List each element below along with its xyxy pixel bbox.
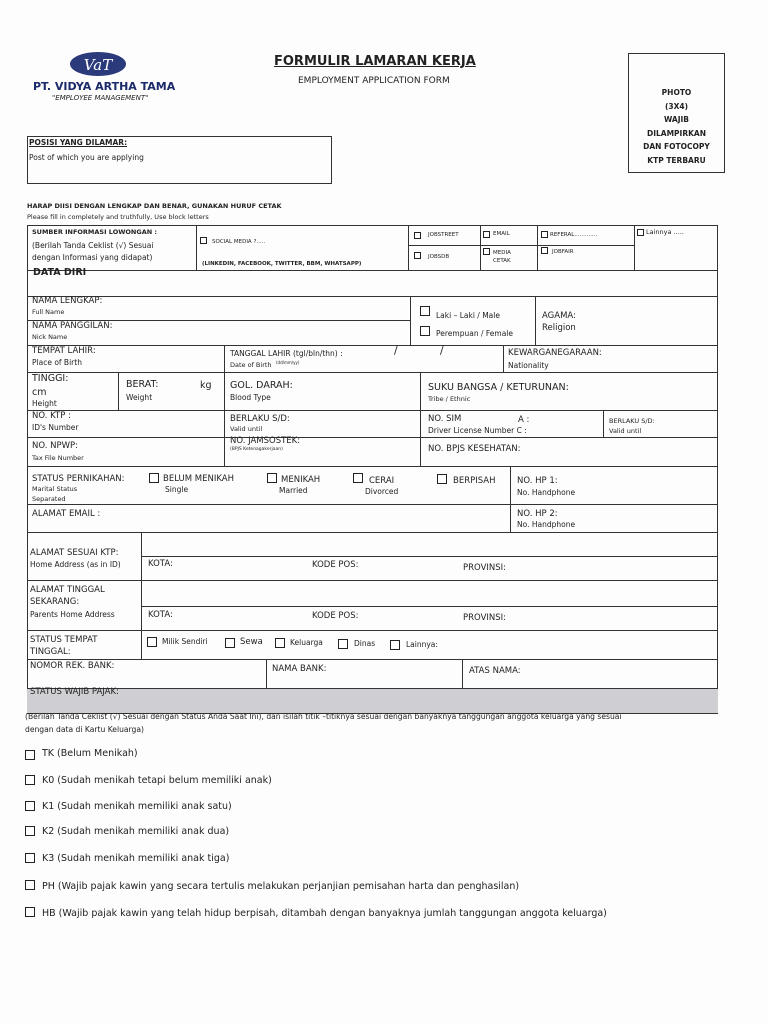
source-hint1: (Berilah Tanda Ceklist (√) Sesuai bbox=[32, 241, 154, 250]
checkbox-hb[interactable] bbox=[25, 907, 35, 917]
suku-label: SUKU BANGSA / KETURUNAN: bbox=[428, 382, 569, 393]
keluarga-label: Keluarga bbox=[290, 638, 323, 647]
female-label: Perempuan / Female bbox=[436, 329, 513, 338]
hp1-sub: No. Handphone bbox=[517, 488, 576, 497]
ids-sub: ID's Number bbox=[32, 423, 79, 432]
valid-sub: Valid until bbox=[230, 425, 263, 433]
kota-label-1: KOTA: bbox=[148, 559, 173, 569]
checkbox-email[interactable] bbox=[483, 231, 490, 238]
jobsdb-label: JOBSDB bbox=[428, 254, 450, 260]
date-slash-2: / bbox=[440, 345, 444, 357]
photo-text bbox=[628, 86, 725, 168]
checkbox-lainnya-tempat[interactable] bbox=[390, 640, 400, 650]
agama-label: AGAMA: bbox=[542, 311, 576, 321]
milik-label: Milik Sendiri bbox=[162, 637, 208, 646]
atas-nama-label: ATAS NAMA: bbox=[469, 666, 521, 676]
tribe-sub: Tribe / Ethnic bbox=[428, 395, 471, 403]
position-label: POSISI YANG DILAMAR: bbox=[29, 138, 128, 147]
menikah-label: MENIKAH bbox=[281, 475, 321, 485]
sewa-label: Sewa bbox=[240, 637, 263, 647]
gol-darah-label: GOL. DARAH: bbox=[230, 380, 293, 391]
npwp-label: NO. NPWP: bbox=[32, 441, 78, 451]
tinggal-label-1: ALAMAT TINGGAL bbox=[30, 585, 105, 595]
cm-unit: cm bbox=[32, 387, 47, 398]
date-slash-1: / bbox=[394, 345, 398, 357]
data-diri-heading: DATA DIRI bbox=[33, 267, 87, 278]
referal-label: REFERAL............. bbox=[550, 232, 598, 238]
instructions-en: Please fill in completely and truthfully, Use block letters bbox=[27, 213, 209, 221]
parents-sub: Parents Home Address bbox=[30, 610, 115, 619]
jobstreet-label: JOBSTREET bbox=[428, 232, 459, 238]
nationality-sub: Nationality bbox=[508, 361, 549, 370]
photo-line: PHOTO bbox=[661, 88, 692, 97]
tax-status-header: STATUS WAJIB PAJAK: bbox=[30, 687, 119, 697]
checkbox-k3[interactable] bbox=[25, 853, 35, 863]
company-name: PT. VIDYA ARTHA TAMA bbox=[33, 80, 176, 93]
alamat-ktp-sub: Home Address (as in ID) bbox=[30, 560, 121, 569]
jobfair-label: JOBFAIR bbox=[552, 249, 574, 255]
checkbox-referal[interactable] bbox=[541, 231, 548, 238]
single-sub: Single bbox=[165, 485, 189, 494]
photo-line: (3X4) bbox=[664, 101, 689, 111]
tax-option-ph: PH (Wajib pajak kawin yang secara tertulis melakukan perjanjian pemisahan harta dan penghasilan) bbox=[42, 881, 520, 892]
position-sub: Post of which you are applying bbox=[29, 153, 144, 162]
social-label: SOCIAL MEDIA ?..... bbox=[212, 239, 266, 245]
tax-option-tk: TK (Belum Menikah) bbox=[42, 748, 138, 759]
provinsi-label-1: PROVINSI: bbox=[463, 563, 507, 573]
media-label-2: CETAK bbox=[493, 258, 511, 264]
tax-option-k1: K1 (Sudah menikah memiliki anak satu) bbox=[42, 801, 232, 812]
checkbox-belum-menikah[interactable] bbox=[149, 473, 159, 483]
nama-panggilan-label: NAMA PANGGILAN: bbox=[32, 321, 113, 331]
checkbox-jobstreet[interactable] bbox=[414, 232, 421, 239]
company-tagline: "EMPLOYEE MANAGEMENT" bbox=[52, 94, 149, 102]
tax-instr-1: (Berilah Tanda Ceklist (√) Sesuai dengan Status Anda Saat Ini), dan isilah titik –titiknya sesuai dengan banyaknya tanggungan anggota keluarga yang sesuai bbox=[25, 712, 622, 721]
checkbox-k2[interactable] bbox=[25, 826, 35, 836]
status-label: STATUS PERNIKAHAN: bbox=[32, 474, 125, 484]
nama-bank-label: NAMA BANK: bbox=[272, 664, 327, 674]
dinas-label: Dinas bbox=[354, 639, 376, 648]
place-birth-sub: Place of Birth bbox=[32, 358, 82, 367]
kode-pos-label-1: KODE POS: bbox=[312, 560, 359, 570]
ktp-label: NO. KTP : bbox=[32, 411, 71, 421]
nick-name-sub: Nick Name bbox=[32, 333, 68, 341]
full-name-sub: Full Name bbox=[32, 308, 65, 316]
photo-line: KTP TERBARU bbox=[647, 155, 706, 165]
bpjs-tk-sub: (BPJS Ketenagakerjaan) bbox=[230, 447, 283, 452]
checkbox-social[interactable] bbox=[200, 237, 207, 244]
berlaku-label: BERLAKU S/D: bbox=[230, 414, 290, 424]
status-tempat-label-2: TINGGAL: bbox=[30, 647, 71, 657]
tanggal-lahir-label: TANGGAL LAHIR (tgl/bln/thn) : bbox=[230, 349, 343, 358]
marital-sub: Marital Status bbox=[32, 485, 78, 493]
checkbox-media-cetak[interactable] bbox=[483, 248, 490, 255]
checkbox-lainnya[interactable] bbox=[637, 229, 644, 236]
belum-label: BELUM MENIKAH bbox=[163, 474, 234, 484]
tinggi-label: TINGGI: bbox=[32, 373, 69, 384]
berpisah-label: BERPISAH bbox=[453, 476, 496, 486]
checkbox-ph[interactable] bbox=[25, 880, 35, 890]
sim-label: NO. SIM bbox=[428, 414, 462, 424]
checkbox-tk[interactable] bbox=[25, 750, 35, 760]
checkbox-jobsdb[interactable] bbox=[414, 252, 421, 259]
status-tempat-label-1: STATUS TEMPAT bbox=[30, 635, 98, 645]
hp2-sub: No. Handphone bbox=[517, 520, 576, 529]
valid2-sub: Valid until bbox=[609, 427, 642, 435]
jamsostek-label: NO. JAMSOSTEK: bbox=[230, 436, 301, 446]
divorced-sub: Divorced bbox=[365, 487, 399, 496]
logo-text: VaT bbox=[83, 56, 113, 74]
company-logo bbox=[68, 50, 128, 78]
checkbox-menikah[interactable] bbox=[267, 473, 277, 483]
rek-label: NOMOR REK. BANK: bbox=[30, 661, 115, 671]
checkbox-female[interactable] bbox=[420, 326, 430, 336]
tax-sub: Tax File Number bbox=[32, 454, 84, 462]
kota-label-2: KOTA: bbox=[148, 610, 173, 620]
nama-lengkap-label: NAMA LENGKAP: bbox=[32, 296, 103, 306]
checkbox-keluarga[interactable] bbox=[275, 638, 285, 648]
tax-status-header-bg bbox=[27, 689, 718, 713]
checkbox-berpisah[interactable] bbox=[437, 474, 447, 484]
photo-line: WAJIB bbox=[663, 115, 690, 125]
kode-pos-label-2: KODE POS: bbox=[312, 611, 359, 621]
separated-sub: Separated bbox=[32, 495, 66, 503]
tempat-lahir-label: TEMPAT LAHIR: bbox=[32, 346, 96, 356]
lainnya-label: Lainnya ..... bbox=[646, 228, 684, 236]
checkbox-male[interactable] bbox=[420, 306, 430, 316]
checkbox-dinas[interactable] bbox=[338, 639, 348, 649]
male-label: Laki – Laki / Male bbox=[436, 311, 500, 320]
alamat-ktp-label: ALAMAT SESUAI KTP: bbox=[30, 548, 119, 558]
blood-type-sub: Blood Type bbox=[230, 393, 271, 402]
checkbox-milik-sendiri[interactable] bbox=[147, 637, 157, 647]
tax-option-k0: K0 (Sudah menikah tetapi belum memiliki anak) bbox=[42, 775, 272, 786]
sim-a-label: A : bbox=[518, 415, 530, 425]
instructions-id: HARAP DIISI DENGAN LENGKAP DAN BENAR, GUNAKAN HURUF CETAK bbox=[27, 202, 282, 210]
date-format-hint: (dd/mm/yy) bbox=[276, 360, 300, 365]
social-sub: (LINKEDIN, FACEBOOK, TWITTER, BBM, WHATSAPP) bbox=[202, 261, 362, 267]
tinggal-label-2: SEKARANG: bbox=[30, 597, 80, 607]
berat-label: BERAT: bbox=[126, 379, 159, 390]
checkbox-k0[interactable] bbox=[25, 775, 35, 785]
height-sub: Height bbox=[32, 399, 57, 408]
checkbox-cerai[interactable] bbox=[353, 473, 363, 483]
tax-option-hb: HB (Wajib pajak kawin yang telah hidup berpisah, ditambah dengan banyaknya jumlah tanggungan anggota keluarga) bbox=[42, 908, 607, 919]
form-title: FORMULIR LAMARAN KERJA bbox=[274, 54, 476, 69]
kg-unit: kg bbox=[200, 380, 212, 391]
married-sub: Married bbox=[279, 486, 308, 495]
cerai-label: CERAI bbox=[369, 476, 395, 486]
photo-line: DAN FOTOCOPY bbox=[643, 142, 710, 152]
tax-option-k2: K2 (Sudah menikah memiliki anak dua) bbox=[42, 826, 230, 837]
hp1-label: NO. HP 1: bbox=[517, 476, 558, 486]
date-birth-sub: Date of Birth bbox=[230, 361, 272, 369]
media-label-1: MEDIA bbox=[493, 250, 511, 256]
checkbox-sewa[interactable] bbox=[225, 638, 235, 648]
tax-option-k3: K3 (Sudah menikah memiliki anak tiga) bbox=[42, 853, 230, 864]
driver-sub: Driver License Number C : bbox=[428, 426, 527, 435]
photo-line: DILAMPIRKAN bbox=[646, 128, 707, 138]
tax-instr-2: dengan data di Kartu Keluarga) bbox=[25, 725, 144, 734]
source-label: SUMBER INFORMASI LOWONGAN : bbox=[32, 228, 158, 236]
weight-sub: Weight bbox=[126, 393, 153, 402]
email-source-label: EMAIL bbox=[493, 231, 510, 237]
religion-sub: Religion bbox=[542, 323, 576, 333]
source-hint2: dengan Informasi yang didapat) bbox=[32, 253, 153, 262]
email-label: ALAMAT EMAIL : bbox=[32, 509, 101, 519]
kewarganegaraan-label: KEWARGANEGARAAN: bbox=[508, 348, 602, 358]
checkbox-k1[interactable] bbox=[25, 801, 35, 811]
form-subtitle: EMPLOYMENT APPLICATION FORM bbox=[298, 76, 450, 86]
hp2-label: NO. HP 2: bbox=[517, 509, 558, 519]
berlaku2-label: BERLAKU S/D: bbox=[609, 417, 655, 425]
bpjs-label: NO. BPJS KESEHATAN: bbox=[428, 444, 521, 454]
lainnya-tempat-label: Lainnya: bbox=[406, 640, 438, 649]
provinsi-label-2: PROVINSI: bbox=[463, 613, 507, 623]
checkbox-jobfair[interactable] bbox=[541, 247, 548, 254]
